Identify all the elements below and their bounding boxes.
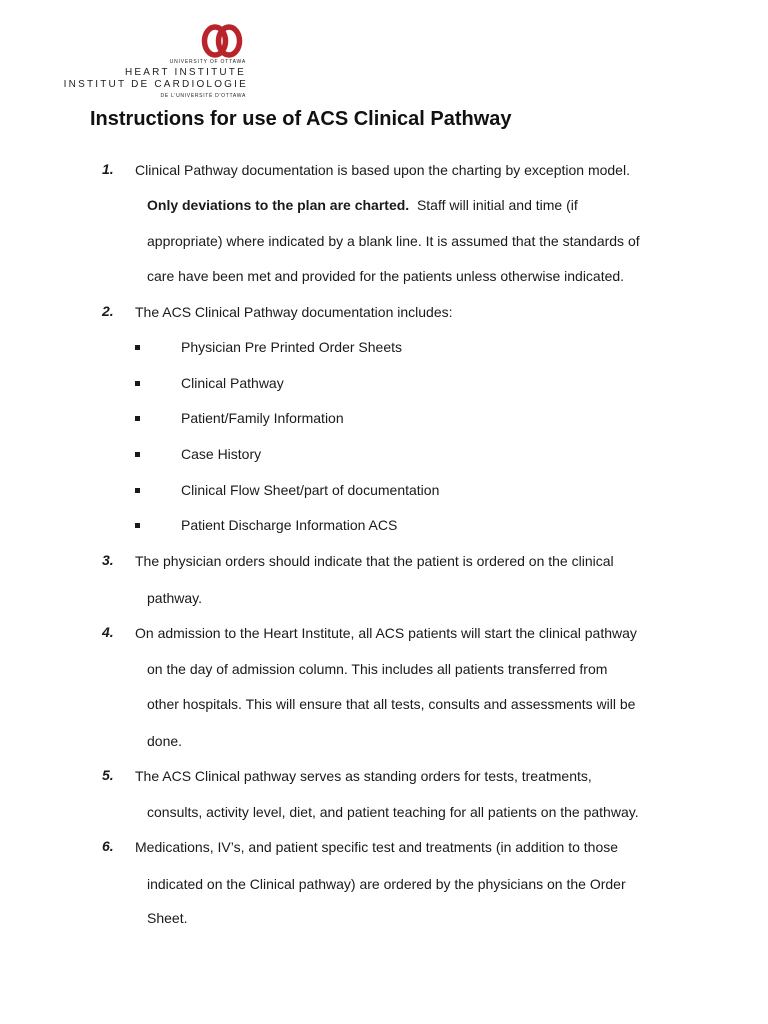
item-number: 6. — [102, 838, 114, 854]
item-line-continuation: Staff will initial and time (if — [409, 197, 578, 213]
item-line-emphasis — [147, 196, 578, 214]
item-line: Medications, IV’s, and patient specific test and treatments (in addition to those — [135, 839, 619, 855]
logo-institut: INSTITUT DE CARDIOLOGIE — [63, 79, 248, 90]
logo-university-line: UNIVERSITY OF OTTAWA — [169, 59, 246, 65]
bullet-marker — [135, 416, 140, 421]
item-number: 1. — [102, 161, 114, 177]
item-line: indicated on the Clinical pathway) are ordered by the physicians on the Order — [147, 876, 626, 892]
bullet-marker — [135, 381, 140, 386]
logo-uo-line: DE L'UNIVERSITÉ D'OTTAWA — [160, 93, 246, 99]
item-number: 4. — [102, 624, 114, 640]
list-item: Physician Pre Printed Order Sheets — [181, 339, 402, 355]
heart-institute-logo-icon — [200, 20, 244, 60]
bullet-marker — [135, 523, 140, 528]
list-item: Patient Discharge Information ACS — [181, 517, 398, 533]
item-line: pathway. — [147, 590, 202, 606]
logo-heart-institute: HEART INSTITUTE — [125, 67, 246, 78]
page-title: Instructions for use of ACS Clinical Pathway — [90, 108, 512, 130]
item-number: 3. — [102, 552, 114, 568]
list-item: Clinical Pathway — [181, 375, 284, 391]
item-line: On admission to the Heart Institute, all ACS patients will start the clinical pathway — [135, 625, 637, 641]
bullet-marker — [135, 488, 140, 493]
item-line: Clinical Pathway documentation is based upon the charting by exception model. — [135, 162, 630, 178]
item-line: The ACS Clinical pathway serves as standing orders for tests, treatments, — [135, 768, 592, 784]
list-item: Patient/Family Information — [181, 410, 344, 426]
item-line: The ACS Clinical Pathway documentation includes: — [135, 304, 453, 320]
bold-statement: Only deviations to the plan are charted. — [147, 197, 410, 213]
item-line: appropriate) where indicated by a blank line. It is assumed that the standards of — [147, 233, 640, 249]
heart-institute-logo — [64, 20, 254, 104]
item-line: consults, activity level, diet, and patient teaching for all patients on the pathway. — [147, 804, 639, 820]
item-line: on the day of admission column. This includes all patients transferred from — [147, 661, 608, 677]
bullet-marker — [135, 452, 140, 457]
list-item: Case History — [181, 446, 262, 462]
list-item: Clinical Flow Sheet/part of documentation — [181, 482, 440, 498]
item-line: The physician orders should indicate that the patient is ordered on the clinical — [135, 553, 614, 569]
item-line: done. — [147, 733, 183, 749]
item-number: 5. — [102, 767, 114, 783]
bullet-marker — [135, 345, 140, 350]
item-line: care have been met and provided for the patients unless otherwise indicated. — [147, 268, 625, 284]
item-line: Sheet. — [147, 910, 188, 926]
item-line: other hospitals. This will ensure that all tests, consults and assessments will be — [147, 696, 636, 712]
item-number: 2. — [102, 303, 114, 319]
